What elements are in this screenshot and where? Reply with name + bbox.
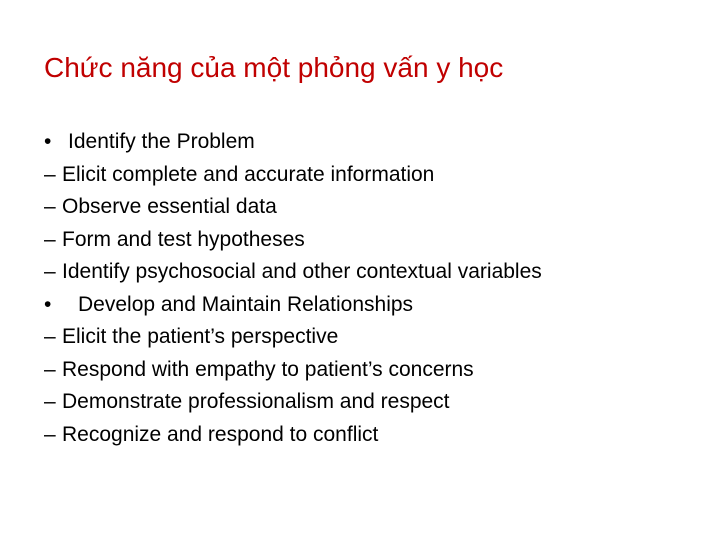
bullet-item — [44, 126, 704, 159]
sub-item-text: Elicit complete and accurate information — [62, 162, 435, 186]
sub-item-text: Demonstrate professionalism and respect — [62, 390, 450, 413]
sub-item-text: Identify psychosocial and other contextual variables — [62, 260, 542, 283]
dash-icon: – — [44, 325, 56, 348]
sub-item-text: Recognize and respond to conflict — [62, 422, 379, 446]
sub-item-text: Observe essential data — [62, 195, 277, 218]
dash-icon: – — [44, 195, 56, 218]
sub-item — [44, 159, 704, 192]
slide-title: Chức năng của một phỏng vấn y học — [44, 52, 504, 83]
sub-item-text: Form and test hypotheses — [62, 227, 305, 251]
bullet-text: Identify the Problem — [68, 130, 255, 153]
sub-item — [44, 224, 704, 257]
sub-item — [44, 321, 704, 354]
dash-icon: – — [44, 162, 56, 186]
dash-icon: – — [44, 390, 56, 413]
bullet-item — [44, 289, 704, 322]
bullet-icon: • — [44, 130, 52, 153]
sub-item-text: Respond with empathy to patient’s concerns — [62, 357, 474, 381]
sub-item — [44, 256, 704, 289]
bullet-icon: • — [44, 292, 52, 316]
bullet-text: Develop and Maintain Relationships — [78, 292, 414, 316]
dash-icon: – — [44, 422, 56, 446]
sub-item — [44, 419, 704, 452]
sub-item — [44, 354, 704, 387]
dash-icon: – — [44, 357, 56, 381]
sub-item-text: Elicit the patient’s perspective — [62, 325, 339, 348]
dash-icon: – — [44, 260, 56, 283]
slide-body — [44, 126, 704, 451]
sub-item — [44, 386, 704, 419]
sub-item — [44, 191, 704, 224]
dash-icon: – — [44, 227, 56, 251]
